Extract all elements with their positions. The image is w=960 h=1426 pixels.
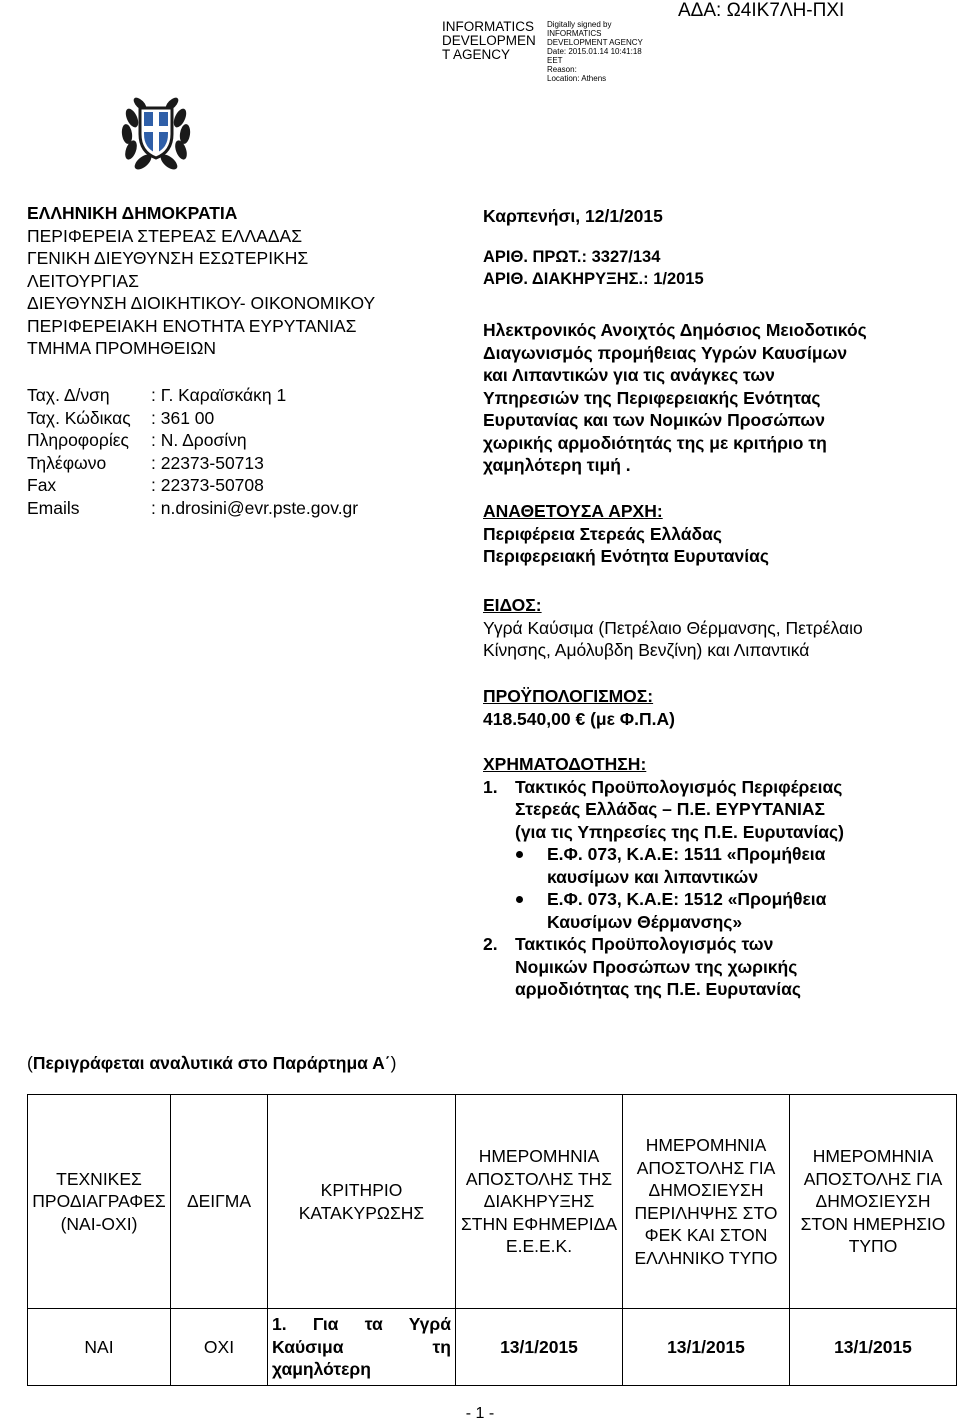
title-line: χωρικής αρμοδιότητάς της με κριτήριο τη [483,432,827,453]
budget [483,685,953,730]
annex-note-text: Περιγράφεται αναλυτικά στο Παράρτημα Α΄ [32,1053,391,1073]
title-line: και Λιπαντικών για τις ανάγκες των [483,365,775,385]
table-header-cell: ΗΜΕΡΟΜΗΝΙΑ ΑΠΟΣΤΟΛΗΣ ΓΙΑ ΔΗΜΟΣΙΕΥΣΗ ΠΕΡΙΛΗΨΗΣ ΣΤΟ ΦΕΚ ΚΑΙ ΣΤΟΝ ΕΛΛΗΝΙΚΟ ΤΥΠΟ [623,1095,790,1309]
annex-note [27,1053,396,1074]
table-cell: 13/1/2015 [790,1309,957,1386]
table-header-cell: ΗΜΕΡΟΜΗΝΙΑ ΑΠΟΣΤΟΛΗΣ ΤΗΣ ΔΙΑΚΗΡΥΞΗΣ ΣΤΗΝ ΕΦΗΜΕΡΙΔΑ Ε.Ε.Ε.Κ. [456,1095,623,1309]
tender-criteria-table [27,1094,957,1386]
authority-line: ΕΛΛΗΝΙΚΗ ΔΗΜΟΚΡΑΤΙΑ [27,203,238,223]
budget-label: ΠΡΟΫΠΟΛΟΓΙΣΜΟΣ: [483,686,654,706]
euro-icon: € [575,708,586,729]
authority-line: ΤΜΗΜΑ ΠΡΟΜΗΘΕΙΩΝ [27,338,217,358]
funding-item-line: Νομικών Προσώπων της χωρικής [515,956,798,977]
funding-item-line: Στερεάς Ελλάδας – Π.Ε. ΕΥΡΥΤΑΝΙΑΣ [515,799,826,819]
contact-value: : 22373-50708 [151,475,264,495]
funding-bullet-line: Ε.Φ. 073, Κ.Α.Ε: 1511 «Προμήθεια [547,844,826,864]
contact-row [27,497,358,520]
funding-bullet [483,888,953,933]
annex-close-paren: ) [390,1053,397,1073]
item-type-label: ΕΙΔΟΣ: [483,595,542,615]
signature-detail-line: EET [547,56,563,65]
table-header-cell: ΔΕΙΓΜΑ [171,1095,268,1309]
contact-value: : Ν. Δροσίνη [151,430,247,450]
contact-email[interactable]: : n.drosini@evr.pste.gov.gr [151,497,359,518]
item-type [483,594,953,662]
tender-title [483,319,923,477]
item-type-line: Κίνησης, Αμόλυβδη Βενζίνη) και Λιπαντικά [483,640,810,660]
reference-numbers [483,246,953,290]
table-header-cell: ΤΕΧΝΙΚΕΣ ΠΡΟΔΙΑΓΡΑΦΕΣ (ΝΑΙ-ΟΧΙ) [28,1095,171,1309]
table-row [28,1309,957,1386]
signature-org-line: INFORMATICS [442,19,534,34]
page-number: - 1 - [465,1405,495,1422]
authority-line: ΠΕΡΙΦΕΡΕΙΑΚΗ ΕΝΟΤΗΤΑ ΕΥΡΥΤΑΝΙΑΣ [27,315,357,336]
signature-org-line: T AGENCY [442,47,511,62]
authority-line: ΓΕΝΙΚΗ ΔΙΕΥΘΥΝΣΗ ΕΣΩΤΕΡΙΚΗΣ [27,248,309,268]
title-line: Ηλεκτρονικός Ανοιχτός Δημόσιος Μειοδοτικός [483,320,867,340]
funding-bullet-line: Ε.Φ. 073, Κ.Α.Ε: 1512 «Προμήθεια [547,889,827,909]
funding-label: ΧΡΗΜΑΤΟΔΟΤΗΣΗ: [483,754,647,774]
contact-label: Fax [27,475,57,495]
ada-code: ΑΔΑ: Ω4ΙΚ7ΛΗ-ΠΧΙ [678,0,845,21]
table-header-cell: ΗΜΕΡΟΜΗΝΙΑ ΑΠΟΣΤΟΛΗΣ ΓΙΑ ΔΗΜΟΣΙΕΥΣΗ ΣΤΟΝ ΗΜΕΡΗΣΙΟ ΤΥΠΟ [790,1095,957,1309]
signature-details [547,20,657,83]
contact-value: : 361 00 [151,407,215,428]
funding-item-number: 1. [483,776,498,797]
bullet-icon [516,896,523,903]
table-cell: 1. Για τα Υγρά Καύσιμα τη χαμηλότερη [268,1309,456,1386]
funding-bullet-line: Καυσίμων Θέρμανσης» [547,911,743,932]
contact-row [27,452,358,475]
signature-detail-line: Reason: [547,65,577,74]
title-line: Ευρυτανίας και των Νομικών Προσώπων [483,410,825,430]
contact-details [27,384,358,519]
contact-label: Ταχ. Κώδικας [27,407,131,428]
item-type-line: Υγρά Καύσιμα (Πετρέλαιο Θέρμανσης, Πετρέλαιο [483,617,863,638]
signature-org-line: DEVELOPMEN [442,33,536,48]
title-line: χαμηλότερη τιμή . [483,455,631,475]
funding [483,753,953,1001]
contact-value: : Γ. Καραϊσκάκη 1 [151,385,287,405]
bullet-icon [516,851,523,858]
signature-detail-line: Digitally signed by [547,20,612,29]
table-header-row [28,1095,957,1309]
table-cell: 13/1/2015 [623,1309,790,1386]
contact-label: Emails [27,497,80,518]
signature-detail-line: Location: Athens [547,74,607,83]
funding-item-line: Τακτικός Προϋπολογισμός των [515,934,774,954]
title-line: Υπηρεσιών της Περιφερειακής Ενότητας [483,387,821,408]
document-date: Καρπενήσι, 12/1/2015 [483,206,663,226]
contracting-authority-label: ΑΝΑΘΕΤΟΥΣΑ ΑΡΧΗ: [483,501,663,521]
declaration-number: ΑΡΙΘ. ΔΙΑΚΗΡΥΞΗΣ.: 1/2015 [483,270,704,288]
table-header-cell: ΚΡΙΤΗΡΙΟ ΚΑΤΑΚΥΡΩΣΗΣ [268,1095,456,1309]
contact-label: Ταχ. Δ/νση [27,385,110,405]
authority-line: ΛΕΙΤΟΥΡΓΙΑΣ [27,270,139,291]
funding-bullet [483,843,953,888]
authority-line: ΠΕΡΙΦΕΡΕΙΑ ΣΤΕΡΕΑΣ ΕΛΛΑΔΑΣ [27,225,303,246]
signature-detail-line: DEVELOPMENT AGENCY [547,38,643,47]
funding-item-line: (για τις Υπηρεσίες της Π.Ε. Ευρυτανίας) [515,821,844,842]
contact-row [27,407,358,430]
funding-item-line: αρμοδιότητας της Π.Ε. Ευρυτανίας [515,979,801,999]
contact-row [27,429,358,452]
authority-header [27,202,375,360]
table-cell: ΟΧΙ [171,1309,268,1386]
signature-detail-line: Date: 2015.01.14 10:41:18 [547,47,642,56]
contact-row [27,384,358,407]
budget-line [483,708,953,731]
signature-detail-line: INFORMATICS [547,29,602,38]
annex-open-paren: ( [27,1053,33,1073]
title-line: Διαγωνισμός προμήθειας Υγρών Καυσίμων [483,342,848,363]
table-cell: ΝΑΙ [28,1309,171,1386]
protocol-number: ΑΡΙΘ. ΠΡΩΤ.: 3327/134 [483,248,661,266]
contact-value: : 22373-50713 [151,452,264,473]
table-cell: 13/1/2015 [456,1309,623,1386]
funding-bullet-line: καυσίμων και λιπαντικών [547,866,759,887]
contact-label: Πληροφορίες [27,430,129,450]
contact-label: Τηλέφωνο [27,452,107,473]
budget-amount: 418.540,00 [483,708,571,729]
budget-vat-note: (με Φ.Π.Α) [590,708,675,729]
authority-line: ΔΙΕΥΘΥΝΣΗ ΔΙΟΙΚΗΤΙΚΟΥ- ΟΙΚΟΝΟΜΙΚΟΥ [27,293,376,313]
funding-item-number: 2. [483,934,498,954]
contracting-authority-line: Περιφερειακή Ενότητα Ευρυτανίας [483,546,769,566]
contracting-authority-line: Περιφέρεια Στερεάς Ελλάδας [483,523,722,544]
funding-item-line: Τακτικός Προϋπολογισμός Περιφέρειας [515,776,843,797]
contracting-authority [483,500,953,568]
greek-coat-of-arms-icon [118,88,194,170]
contact-row [27,474,358,497]
funding-item-2 [483,933,953,1001]
signature-organization [442,20,542,62]
funding-item-1 [483,776,953,844]
